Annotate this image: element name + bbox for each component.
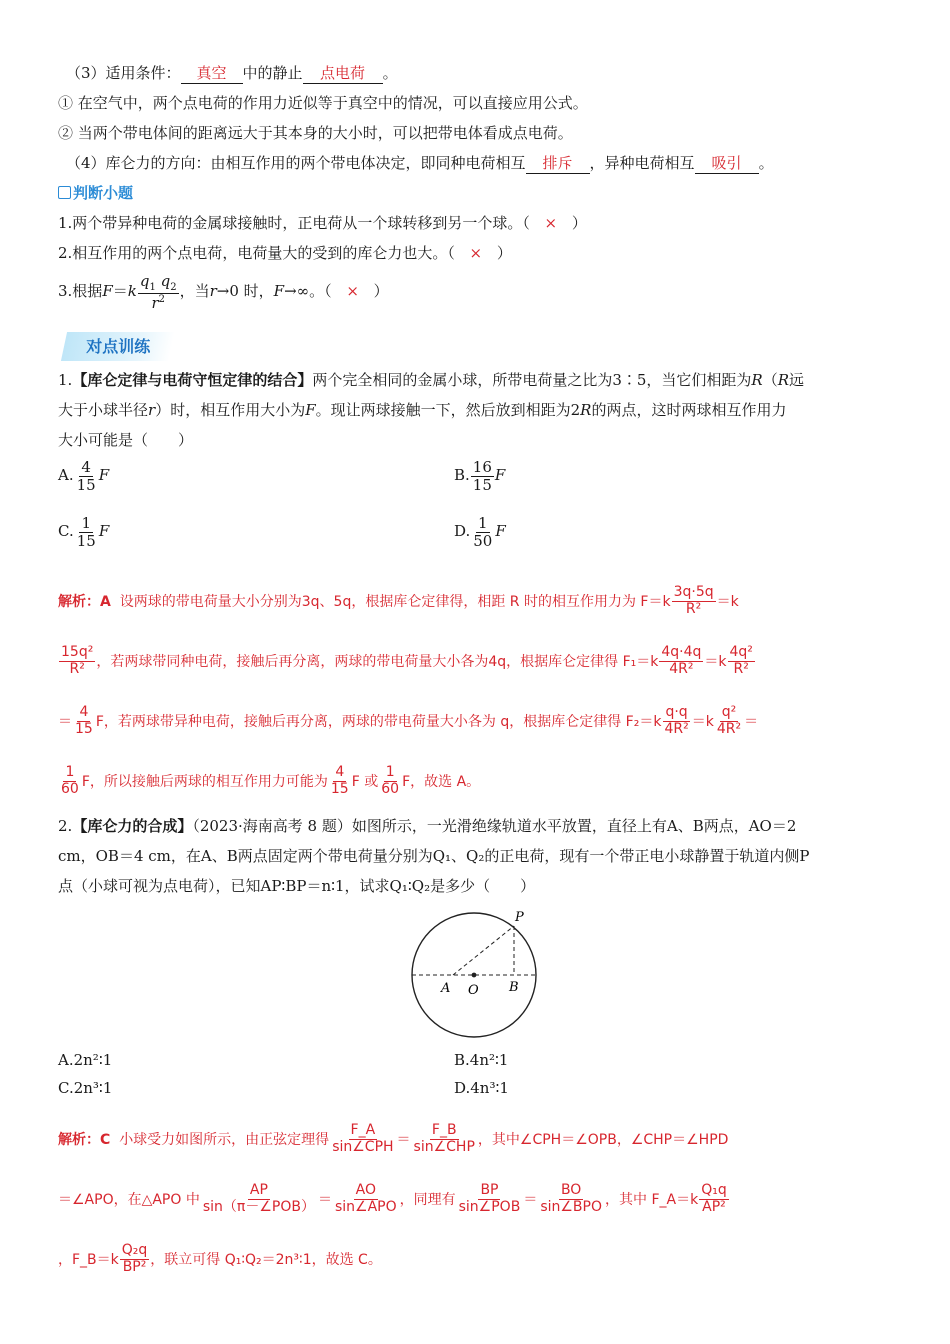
judge-heading (58, 178, 890, 208)
frac-num: 1 (385, 764, 395, 781)
frac-num: 16 (472, 458, 492, 476)
option-unit: F (494, 466, 506, 484)
frac-den: sin∠POB (458, 1198, 521, 1215)
blank-vacuum: 真空 (181, 63, 243, 84)
note-1: ① 在空气中，两个点电荷的作用力近似等于真空中的情况，可以直接应用公式。 (58, 94, 588, 112)
q1-options (58, 455, 890, 571)
analysis-text: ，若两球带同种电荷，接触后再分离，两球的带电荷量大小各为4q，根据库仑定律得 F₁＝k (96, 654, 659, 670)
analysis-line (58, 571, 890, 631)
option-label: D. (454, 522, 471, 540)
analysis-text: F，所以接触后两球的相互作用力可能为 (81, 774, 328, 790)
analysis-line (58, 631, 890, 691)
frac-num: 4 (81, 458, 91, 476)
q2-line-3: 点（小球可视为点电荷），已知AP∶BP＝n∶1，试求Q₁∶Q₂是多少（ ） (58, 877, 536, 895)
q2-option-b[interactable]: B.4n²∶1 (454, 1051, 509, 1069)
option-label: A. (58, 466, 74, 484)
q1-text: 。现让两球接触一下，然后放到相距为2 (315, 401, 581, 419)
judge-text: 1.两个带异种电荷的金属球接触时，正电荷从一个球转移到另一个球。（ (58, 214, 530, 232)
option-unit: F (495, 522, 506, 540)
judge-text: ，当 (179, 282, 210, 300)
q1-option-d[interactable] (454, 515, 506, 549)
frac-den: 15 (330, 780, 349, 797)
analysis-text: F 或 (351, 774, 379, 790)
frac-num: q·q (665, 704, 688, 721)
analysis-line (58, 691, 890, 751)
training-banner (61, 332, 175, 361)
analysis-text: ，其中∠CPH＝∠OPB，∠CHP＝∠HPD (477, 1132, 729, 1148)
frac-den: 60 (381, 780, 400, 797)
analysis-line (58, 751, 890, 811)
frac-num: 4 (335, 764, 345, 781)
label-o: O (468, 983, 479, 998)
frac-den: 4R² (664, 720, 689, 737)
frac-num: Q₂q (121, 1242, 148, 1259)
q1-option-b[interactable] (454, 459, 505, 493)
frac-num: 4 (79, 704, 89, 721)
q2-text: 如图所示，一光滑绝缘轨道水平放置，直径上有A、B两点，AO＝2 (351, 817, 797, 835)
frac-den: sin∠CHP (413, 1138, 475, 1155)
checkbox-icon (58, 186, 71, 199)
option-unit: F (98, 466, 110, 484)
blank-repel: 排斥 (526, 153, 590, 174)
analysis-text: ，F_B＝k (58, 1252, 119, 1268)
frac-num: AP (249, 1182, 268, 1199)
condition-prefix: （3）适用条件： (66, 64, 181, 82)
cross-mark: × (544, 214, 558, 232)
frac-den: R² (685, 600, 702, 617)
frac-den: BP² (122, 1258, 147, 1275)
blank-attract: 吸引 (695, 153, 759, 174)
analysis-text: ，同理有 (399, 1192, 456, 1208)
frac-den: 4R² (669, 660, 694, 677)
option-unit: F (98, 522, 110, 540)
frac-num: F_B (431, 1122, 457, 1139)
judge-item-2 (58, 238, 890, 268)
frac-num: BP (480, 1182, 499, 1199)
frac-den: 15 (76, 475, 96, 494)
document-page (58, 58, 890, 1289)
option-label: C. (58, 522, 74, 540)
q1-text: ）时，相互作用大小为 (155, 401, 306, 419)
frac-num: 4q² (729, 644, 753, 661)
q2-option-a[interactable]: A.2n²∶1 (58, 1051, 113, 1069)
analysis-text: F，故选 A。 (402, 774, 481, 790)
judge-text: →∞。（ (284, 282, 332, 300)
frac-num: 1 (81, 514, 92, 532)
analysis-text: ＝ (396, 1132, 411, 1148)
blank-point-charge: 点电荷 (303, 63, 383, 84)
label-a: A (441, 981, 451, 996)
frac-num: 3q·5q (673, 584, 714, 601)
frac-num: 1 (65, 764, 75, 781)
judge-item-3: 3.根据F＝k $\frac{q_1 q_2}{r^2}$ ，当r→0 时，F→∞。（ × ） (58, 268, 890, 318)
condition-line (66, 58, 890, 88)
direction-line (66, 148, 890, 178)
frac-den: AP² (702, 1198, 726, 1215)
q1-text: 远 (789, 371, 805, 389)
circle-diagram (58, 905, 890, 1051)
analysis-text: ＝ (744, 714, 759, 730)
analysis-text: ，联立可得 Q₁∶Q₂＝2n³∶1，故选 C。 (150, 1252, 382, 1268)
frac-den: R² (69, 660, 85, 677)
q1-line-1: 1.【库仑定律与电荷守恒定律的结合】两个完全相同的金属小球，所带电荷量之比为3∶5，当它们相距为R（R远 (58, 371, 805, 389)
judge-item-1 (58, 208, 890, 238)
circle-figure (58, 905, 890, 1051)
judge-close: ） (373, 282, 389, 300)
analysis-line (58, 1229, 890, 1289)
analysis-text: ＝k (704, 654, 727, 670)
frac-den: sin∠APO (334, 1198, 397, 1215)
q2-option-c[interactable]: C.2n³∶1 (58, 1079, 113, 1097)
q2-option-d[interactable]: D.4n³∶1 (454, 1079, 509, 1097)
analysis-text: ＝k (716, 594, 739, 610)
q1-option-c[interactable] (58, 515, 109, 549)
q2-tag: 【库仑力的合成】 (72, 817, 193, 835)
q1-analysis (58, 571, 890, 811)
frac-den: sin∠CPH (332, 1138, 394, 1155)
direction-prefix: （4）库仑力的方向：由相互作用的两个带电体决定，即同种电荷相互 (66, 154, 526, 172)
analysis-head: 解析：C (58, 1132, 111, 1148)
frac-num: BO (560, 1182, 582, 1199)
analysis-line (58, 1109, 890, 1169)
frac-num: 1 (478, 514, 488, 532)
q1-text: 两个完全相同的金属小球，所带电荷量之比为3∶5，当它们相距为 (312, 371, 752, 389)
banner-label: 对点训练 (86, 337, 151, 356)
option-label: B. (454, 466, 470, 484)
q1-line-3: 大小可能是（ ） (58, 431, 194, 449)
analysis-text: ＝ (317, 1192, 332, 1208)
frac-num: AO (355, 1182, 376, 1199)
frac-num: Q₁q (701, 1182, 727, 1199)
label-b: B (509, 980, 519, 995)
frac-den: sin∠BPO (540, 1198, 602, 1215)
label-p: P (515, 910, 524, 925)
analysis-text: ＝ (58, 714, 72, 730)
judge-text: 3.根据 (58, 282, 103, 300)
judge-text: →0 时， (216, 282, 274, 300)
q2-line-2: cm，OB＝4 cm，在A、B两点固定两个带电荷量分别为Q₁、Q₂的正电荷，现有一个带正电小球静置于轨道内侧P (58, 847, 810, 865)
frac-den: 15 (76, 531, 96, 550)
analysis-text: ＝k (691, 714, 714, 730)
cross-mark: × (469, 244, 483, 262)
frac-den: 4R² (716, 720, 742, 737)
frac-den: sin（π－∠POB） (202, 1198, 315, 1215)
frac-den: R² (733, 660, 749, 677)
direction-mid: ，异种电荷相互 (589, 154, 695, 172)
frac-num: q² (721, 704, 737, 721)
q2-source: （2023·海南高考 8 题） (192, 817, 352, 835)
judge-close: ） (496, 244, 512, 262)
q1-text: （ (762, 371, 778, 389)
frac-num: F_A (350, 1122, 376, 1139)
frac-num: 15q² (61, 644, 94, 661)
q2-line-1: 2.【库仑力的合成】（2023·海南高考 8 题）如图所示，一光滑绝缘轨道水平放置，直径上有A、B两点，AO＝2 (58, 817, 797, 835)
analysis-text: F，若两球带异种电荷，接触后再分离，两球的带电荷量大小各为 q，根据库仑定律得 F₂＝k (95, 714, 662, 730)
frac-den: 60 (61, 780, 79, 797)
analysis-text: ，其中 F_A＝k (605, 1192, 699, 1208)
analysis-text: ＝ (523, 1192, 538, 1208)
coulomb-formula: $\frac{q_1 q_2}{r^2}$ (139, 271, 177, 312)
note-2: ② 当两个带电体间的距离远大于其本身的大小时，可以把带电体看成点电荷。 (58, 124, 573, 142)
condition-end: 。 (382, 64, 398, 82)
frac-den: 50 (473, 531, 493, 550)
frac-num: 4q·4q (661, 644, 702, 661)
condition-mid: 中的静止 (242, 64, 303, 82)
q1-text: 的两点，这时两球相互作用力 (591, 401, 787, 419)
training-banner-wrap (64, 332, 890, 361)
analysis-head: 解析：A (58, 594, 111, 610)
q1-line-2: 大于小球半径r）时，相互作用大小为F。现让两球接触一下，然后放到相距为2R的两点，这时两球相互作用力 (58, 401, 787, 419)
judge-close: ） (571, 214, 587, 232)
q1-tag: 【库仑定律与电荷守恒定律的结合】 (72, 371, 313, 389)
analysis-text: ＝∠APO，在△APO 中 (58, 1192, 200, 1208)
judge-title: 判断小题 (73, 184, 134, 202)
q1-option-a[interactable] (58, 459, 109, 493)
q2-analysis (58, 1109, 890, 1289)
frac-den: 15 (472, 475, 492, 494)
analysis-text: 小球受力如图所示，由正弦定理得 (119, 1132, 330, 1148)
q1-text: 大于小球半径 (58, 401, 149, 419)
judge-text: 2.相互作用的两个点电荷，电荷量大的受到的库仑力也大。（ (58, 244, 455, 262)
direction-end: 。 (758, 154, 774, 172)
q2-options (58, 1051, 890, 1109)
ap-line (453, 926, 514, 975)
frac-den: 15 (75, 720, 93, 737)
center-dot (472, 973, 477, 978)
analysis-text: 设两球的带电荷量大小分别为3q、5q，根据库仑定律得，相距 R 时的相互作用力为 F＝k (119, 594, 671, 610)
cross-mark: × (346, 282, 359, 300)
analysis-line (58, 1169, 890, 1229)
